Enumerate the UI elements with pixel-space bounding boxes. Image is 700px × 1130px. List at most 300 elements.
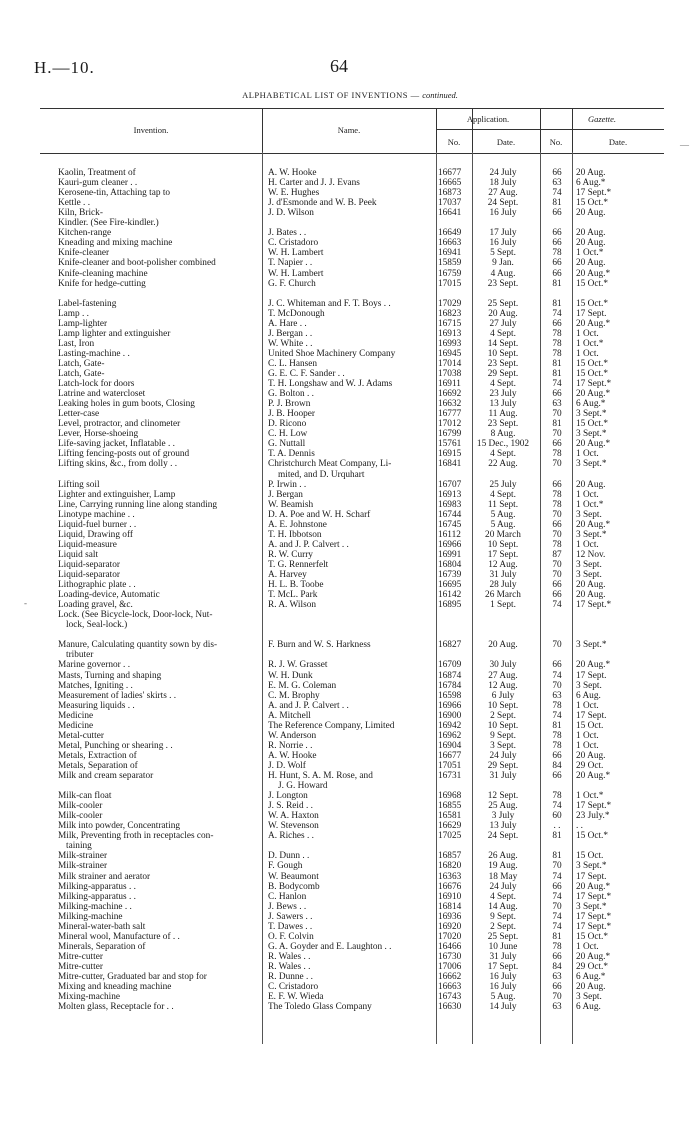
gazette-date-cell: 3 Sept. (576, 680, 602, 691)
gazette-no-cell: 74 (552, 921, 562, 932)
gazette-no-cell: 66 (552, 951, 562, 962)
invention-cell: Milk-cooler (58, 801, 103, 812)
app-date-cell: 30 July (489, 660, 517, 671)
name-cell: E. M. G. Coleman (268, 680, 337, 691)
table-row (40, 861, 664, 871)
app-no-cell: 16730 (438, 951, 462, 962)
gazette-no-cell: 66 (552, 881, 562, 892)
gazette-no-cell: 66 (552, 318, 562, 329)
gazette-no-cell: 74 (552, 891, 562, 902)
name-cell: W. White . . (268, 338, 313, 349)
gazette-no-cell: 81 (552, 198, 562, 209)
gazette-date-cell: 1 Oct. (576, 740, 599, 751)
name-cell: G. E. C. F. Sander . . (268, 369, 345, 379)
invention-cell: Lithographic plate . . (58, 580, 136, 591)
invention-cell: Mixing-machine (58, 992, 120, 1003)
invention-cell: Linotype machine . . (58, 509, 135, 520)
app-no-cell: 16677 (438, 168, 462, 178)
invention-cell: Mitre-cutter, Graduated bar and stop for (58, 972, 207, 982)
gazette-date-cell: 17 Sept.* (576, 801, 612, 812)
app-no-cell: 17025 (438, 831, 462, 842)
gazette-date-cell: 23 July.* (576, 811, 610, 822)
name-cell: mited, and D. Urquhart (278, 469, 365, 480)
gazette-date-cell: 6 Aug. (576, 690, 601, 701)
gazette-no-cell: 84 (552, 760, 562, 771)
gazette-no-cell: 78 (552, 449, 562, 460)
invention-cell: Liquid, Drawing off (58, 529, 133, 540)
app-no-cell: 16900 (438, 710, 462, 721)
table-row (40, 218, 664, 228)
invention-cell: Line, Carrying running line along standing (58, 499, 218, 510)
table-row (40, 269, 664, 279)
app-date-cell: 9 Jan. (492, 258, 514, 269)
table-row (40, 490, 664, 500)
gazette-date-cell: 20 Aug. (576, 238, 606, 249)
gazette-date-cell: 1 Oct.* (576, 338, 604, 349)
invention-cell: Level, protractor, and clinometer (58, 419, 181, 430)
name-cell: W. E. Hughes (268, 188, 320, 199)
page-number: 64 (330, 56, 348, 76)
app-date-cell: 10 June (488, 941, 518, 952)
app-no-cell: 16873 (438, 188, 462, 199)
gazette-date-cell: 17 Sept. (576, 670, 607, 681)
name-cell: J. G. Howard (278, 781, 328, 792)
gazette-date-cell: 15 Oct. (576, 851, 604, 862)
name-cell: H. Hunt, S. A. M. Rose, and (268, 771, 373, 781)
name-cell: R. Dunne . . (268, 972, 313, 982)
app-no-cell: 16784 (438, 680, 462, 691)
table-row (40, 319, 664, 329)
app-no-cell: 16649 (438, 228, 462, 239)
app-date-cell: 25 Sept. (487, 298, 519, 309)
app-date-cell: 16 July (489, 208, 517, 219)
invention-cell: Knife-cleaner and boot-polisher combined (58, 258, 216, 269)
gazette-date-cell: 17 Sept.* (576, 891, 612, 902)
table-row (40, 610, 664, 620)
table-row (40, 530, 664, 540)
app-date-cell: 23 Sept. (487, 419, 519, 430)
app-no-cell: 16629 (438, 821, 462, 832)
table-row (40, 671, 664, 681)
app-no-cell: 16915 (438, 449, 462, 460)
app-date-cell: 25 Aug. (488, 801, 518, 812)
app-no-cell: 16466 (438, 941, 462, 952)
app-no-cell: 16662 (438, 972, 462, 982)
gazette-date-cell: 20 Aug. (576, 750, 606, 761)
invention-cell: Milking-apparatus . . (58, 891, 136, 902)
name-cell: G. F. Church (268, 278, 316, 289)
app-date-cell: 2 Sept. (490, 921, 516, 932)
app-no-cell: 16962 (438, 730, 462, 741)
invention-cell: Metal, Punching or shearing . . (58, 740, 173, 751)
gazette-date-cell: 20 Aug.* (576, 519, 611, 530)
app-date-cell: 26 March (485, 590, 521, 601)
table-row (40, 630, 664, 640)
invention-cell: Measuring liquids . . (58, 700, 135, 711)
gazette-no-cell: 81 (552, 369, 562, 379)
name-cell: O. F. Colvin (268, 931, 314, 942)
table-row (40, 550, 664, 560)
app-date-cell: 31 July (489, 951, 517, 962)
gazette-no-cell: 63 (552, 178, 562, 189)
app-no-cell: 16598 (438, 690, 462, 701)
table-row (40, 1002, 664, 1012)
app-date-cell: 9 Sept. (490, 730, 516, 741)
page-ref: H.—10. (34, 58, 95, 77)
name-cell: J. Sawers . . (268, 911, 313, 922)
invention-cell: Milking-machine . . (58, 901, 132, 912)
table-row (40, 992, 664, 1002)
name-cell: C. L. Hansen (268, 358, 318, 369)
app-no-cell: 16966 (438, 700, 462, 711)
table-row (40, 329, 664, 339)
app-no-cell: 16663 (438, 238, 462, 249)
name-cell: G. Bolton . . (268, 389, 314, 400)
name-cell: W. A. Haxton (268, 811, 319, 822)
app-date-cell: 31 July (489, 771, 517, 781)
table-row (40, 841, 664, 851)
table-row (40, 650, 664, 660)
gazette-no-cell: 74 (552, 188, 562, 199)
name-cell: H. L. B. Toobe (268, 580, 324, 591)
app-no-cell: 16913 (438, 328, 462, 339)
name-cell: J. Bates . . (268, 228, 307, 239)
gazette-no-cell: 78 (552, 348, 562, 359)
app-date-cell: 24 July (489, 168, 517, 178)
gazette-no-cell: 66 (552, 771, 562, 781)
invention-cell: Liquid-separator (58, 559, 120, 570)
invention-cell: Liquid-separator (58, 570, 120, 580)
app-date-cell: 28 July (489, 580, 517, 591)
name-cell: D. A. Poe and W. H. Scharf (268, 509, 371, 520)
table-row (40, 339, 664, 349)
gazette-date-cell: 3 Sept. (576, 570, 602, 580)
name-cell: D. Ricono (268, 419, 307, 430)
name-cell: A. and J. P. Calvert . . (268, 539, 349, 550)
name-cell: A. Riches . . (268, 831, 314, 842)
gazette-date-cell: 20 Aug. (576, 590, 606, 601)
app-no-cell: 16676 (438, 881, 462, 892)
invention-cell: Latrine and watercloset (58, 389, 146, 400)
app-date-cell: 5 Aug. (490, 509, 516, 520)
gazette-date-cell: 15 Oct.* (576, 369, 609, 379)
invention-cell: lock, Seal-lock.) (66, 620, 128, 631)
gazette-date-cell: 20 Aug.* (576, 318, 611, 329)
app-date-cell: 6 July (491, 690, 515, 701)
gazette-no-cell: 81 (552, 720, 562, 731)
invention-cell: Metal-cutter (58, 730, 104, 741)
table-row (40, 289, 664, 299)
app-no-cell: 16945 (438, 348, 462, 359)
gazette-no-cell: 63 (552, 399, 562, 410)
table-title-main: ALPHABETICAL LIST OF INVENTIONS (242, 90, 408, 100)
name-cell: W. H. Lambert (268, 248, 324, 259)
table-row (40, 590, 664, 600)
gazette-no-cell: 87 (552, 549, 562, 560)
invention-cell: Loading-device, Automatic (58, 590, 160, 601)
table-row (40, 389, 664, 399)
app-no-cell: 15859 (438, 258, 462, 269)
gazette-no-cell: 60 (552, 811, 562, 822)
app-no-cell: 17006 (438, 961, 462, 972)
app-date-cell: 17 Sept. (487, 961, 519, 972)
table-row (40, 831, 664, 841)
app-date-cell: 12 Aug. (488, 680, 518, 691)
invention-cell: Measurement of ladies' skirts . . (58, 690, 177, 701)
gazette-no-cell: 70 (552, 570, 562, 580)
gazette-no-cell: 66 (552, 982, 562, 993)
app-no-cell: 16920 (438, 921, 462, 932)
invention-cell: Matches, Igniting . . (58, 680, 133, 691)
gazette-no-cell: 66 (552, 479, 562, 490)
invention-cell: Medicine (58, 720, 94, 731)
gazette-date-cell: 15 Oct.* (576, 931, 609, 942)
gazette-no-cell: 70 (552, 640, 562, 651)
app-date-cell: 10 Sept. (487, 539, 519, 550)
gazette-no-cell: 66 (552, 258, 562, 269)
name-cell: The Toledo Glass Company (268, 1002, 372, 1013)
gazette-date-cell: 1 Oct. (576, 489, 599, 500)
app-date-cell: 4 Sept. (490, 891, 516, 902)
name-cell: D. Dunn . . (268, 851, 310, 862)
gazette-no-cell: 81 (552, 831, 562, 842)
gazette-no-cell: 81 (552, 419, 562, 430)
table-row (40, 439, 664, 449)
name-cell: A. Hare . . (268, 318, 307, 329)
app-no-cell: 16804 (438, 559, 462, 570)
app-no-cell: 16777 (438, 409, 462, 420)
gazette-date-cell: 3 Sept. (576, 509, 602, 520)
table-row (40, 942, 664, 952)
invention-cell: Milk-strainer (58, 861, 108, 872)
app-date-cell: 16 July (489, 972, 517, 982)
gazette-date-cell: 3 Sept. (576, 992, 602, 1003)
app-date-cell: 16 July (489, 238, 517, 249)
app-date-cell: 5 Sept. (490, 248, 516, 259)
gazette-no-cell: 78 (552, 499, 562, 510)
gazette-no-cell: 78 (552, 740, 562, 751)
invention-cell: Lasting-machine . . (58, 348, 130, 359)
app-date-cell: 11 Sept. (487, 499, 519, 510)
invention-cell: Mitre-cutter (58, 951, 103, 962)
app-no-cell: 16715 (438, 318, 462, 329)
app-date-cell: 4 Aug. (490, 268, 516, 279)
app-date-cell: 17 Sept. (487, 549, 519, 560)
name-cell: T. H. Ibbotson (268, 529, 322, 540)
gazette-no-cell: 74 (552, 379, 562, 390)
name-cell: J. Bews . . (268, 901, 307, 912)
invention-cell: Lifting fencing-posts out of ground (58, 449, 190, 460)
name-cell: J. D. Wilson (268, 208, 314, 219)
app-no-cell: 16895 (438, 600, 462, 611)
gazette-no-cell: 70 (552, 992, 562, 1003)
col-app-no: No. (447, 137, 461, 147)
table-title: ALPHABETICAL LIST OF INVENTIONS — continued. (242, 90, 458, 100)
gazette-no-cell: 78 (552, 328, 562, 339)
invention-cell: Molten glass, Receptacle for . . (58, 1002, 174, 1013)
name-cell: C. Cristadoro (268, 982, 319, 993)
table-row (40, 359, 664, 369)
name-cell: W. Beaumont (268, 871, 319, 882)
app-no-cell: 16857 (438, 851, 462, 862)
gazette-no-cell: 66 (552, 580, 562, 591)
table-row (40, 701, 664, 711)
gazette-date-cell: 3 Sept.* (576, 901, 607, 912)
app-no-cell: 16739 (438, 570, 462, 580)
name-cell: A. W. Hooke (268, 750, 317, 761)
app-no-cell: 17020 (438, 931, 462, 942)
invention-cell: Manure, Calculating quantity sown by dis- (58, 640, 218, 651)
app-date-cell: 27 Aug. (488, 188, 518, 199)
app-no-cell: 16581 (438, 811, 462, 822)
table-row (40, 188, 664, 198)
table-row (40, 459, 664, 469)
app-no-cell: 16663 (438, 982, 462, 993)
name-cell: J. Bergan . . (268, 328, 313, 339)
gazette-date-cell: 20 Aug. (576, 208, 606, 219)
app-date-cell: 29 Sept. (487, 760, 519, 771)
gazette-no-cell: 74 (552, 670, 562, 681)
table-row (40, 872, 664, 882)
table-row (40, 279, 664, 289)
app-date-cell: 31 July (489, 570, 517, 580)
app-date-cell: 11 Aug. (488, 409, 518, 420)
name-cell: J. Longton (268, 791, 308, 802)
gazette-date-cell: 20 Aug. (576, 228, 606, 239)
name-cell: J. d'Esmonde and W. B. Peek (268, 198, 377, 209)
app-date-cell: 16 July (489, 982, 517, 993)
invention-cell: Medicine (58, 710, 94, 721)
table-row (40, 882, 664, 892)
table-row (40, 912, 664, 922)
gazette-date-cell: 1 Oct. (576, 328, 599, 339)
gazette-no-cell: 66 (552, 519, 562, 530)
app-date-cell: 24 Sept. (487, 831, 519, 842)
invention-cell: Marine governor . . (58, 660, 131, 671)
gazette-no-cell: 78 (552, 730, 562, 741)
invention-cell: Last, Iron (58, 338, 95, 349)
gazette-date-cell: 3 Sept.* (576, 409, 607, 420)
app-no-cell: 16823 (438, 308, 462, 319)
gazette-no-cell: 74 (552, 871, 562, 882)
gazette-date-cell: 17 Sept. (576, 710, 607, 721)
gazette-no-cell: 66 (552, 208, 562, 219)
invention-cell: Kerosene-tin, Attaching tap to (58, 188, 171, 199)
gazette-no-cell: 81 (552, 298, 562, 309)
gazette-no-cell: 70 (552, 559, 562, 570)
invention-cell: tributer (66, 650, 94, 661)
app-no-cell: 16142 (438, 590, 462, 601)
margin-mark: — (680, 140, 689, 150)
name-cell: Christchurch Meat Company, Li- (268, 459, 392, 470)
app-no-cell: 16904 (438, 740, 462, 751)
gazette-date-cell: 3 Sept.* (576, 529, 607, 540)
name-cell: J. Bergan (268, 489, 303, 500)
invention-cell: Latch, Gate- (58, 369, 105, 379)
app-no-cell: 16744 (438, 509, 462, 520)
invention-cell: Lamp lighter and extinguisher (58, 328, 171, 339)
invention-cell: Milk and cream separator (58, 771, 154, 781)
gazette-date-cell: 15 Oct.* (576, 419, 609, 430)
table-row (40, 309, 664, 319)
app-no-cell: 16814 (438, 901, 462, 912)
gazette-date-cell: 20 Aug. (576, 580, 606, 591)
invention-cell: Liquid-fuel burner . . (58, 519, 137, 530)
table-row (40, 962, 664, 972)
app-no-cell: 16759 (438, 268, 462, 279)
app-date-cell: 9 Sept. (490, 911, 516, 922)
invention-cell: Milking-apparatus . . (58, 881, 136, 892)
app-date-cell: 24 July (489, 750, 517, 761)
app-no-cell: 16707 (438, 479, 462, 490)
gazette-no-cell: 70 (552, 409, 562, 420)
app-no-cell: 16743 (438, 992, 462, 1003)
gazette-no-cell: 78 (552, 791, 562, 802)
name-cell: J. B. Hooper (268, 409, 315, 420)
app-date-cell: 23 Sept. (487, 278, 519, 289)
name-cell: C. H. Low (268, 429, 308, 440)
app-date-cell: 5 Aug. (490, 992, 516, 1003)
gazette-date-cell: 1 Oct.* (576, 791, 604, 802)
app-date-cell: 24 July (489, 881, 517, 892)
table-row (40, 409, 664, 419)
app-date-cell: 2 Sept. (490, 710, 516, 721)
table-row (40, 711, 664, 721)
app-date-cell: 24 Sept. (487, 198, 519, 209)
app-no-cell: 17051 (438, 760, 462, 771)
gazette-date-cell: 20 Aug.* (576, 951, 611, 962)
table-row (40, 178, 664, 188)
app-date-cell: 23 July (489, 389, 517, 400)
table-row (40, 228, 664, 238)
col-gaz-no: No. (549, 137, 563, 147)
gazette-date-cell: 15 Oct. (576, 720, 604, 731)
name-cell: T. A. Dennis (268, 449, 315, 460)
name-cell: W. H. Dunk (268, 670, 313, 681)
app-date-cell: 13 July (489, 821, 517, 832)
app-date-cell: 25 July (489, 479, 517, 490)
name-cell: A. Harvey (268, 570, 307, 580)
gazette-date-cell: 1 Oct.* (576, 499, 604, 510)
name-cell: J. C. Whiteman and F. T. Boys . . (268, 298, 391, 309)
gazette-date-cell: 20 Aug.* (576, 439, 611, 450)
invention-cell: Milk into powder, Concentrating (58, 821, 181, 832)
table-row (40, 560, 664, 570)
gazette-date-cell: 17 Sept.* (576, 188, 612, 199)
name-cell: T. G. Rennerfelt (268, 559, 329, 570)
gazette-date-cell: 3 Sept.* (576, 459, 607, 470)
app-date-cell: 22 Aug. (488, 459, 518, 470)
gazette-date-cell: 6 Aug.* (576, 972, 606, 982)
header-rule (436, 129, 664, 130)
gazette-no-cell: 66 (552, 389, 562, 400)
app-no-cell: 16745 (438, 519, 462, 530)
invention-cell: Kettle . . (58, 198, 91, 209)
gazette-date-cell: 1 Oct. (576, 348, 599, 359)
table-row (40, 771, 664, 781)
app-date-cell: 4 Sept. (490, 379, 516, 390)
table-row (40, 208, 664, 218)
gazette-no-cell: 78 (552, 338, 562, 349)
app-date-cell: 12 Sept. (487, 791, 519, 802)
table-row (40, 851, 664, 861)
app-date-cell: 14 July (489, 1002, 517, 1013)
table-row (40, 741, 664, 751)
app-no-cell: 17015 (438, 278, 462, 289)
gazette-no-cell: 78 (552, 489, 562, 500)
name-cell: G. A. Goyder and E. Laughton . . (268, 941, 392, 952)
table-row (40, 470, 664, 480)
